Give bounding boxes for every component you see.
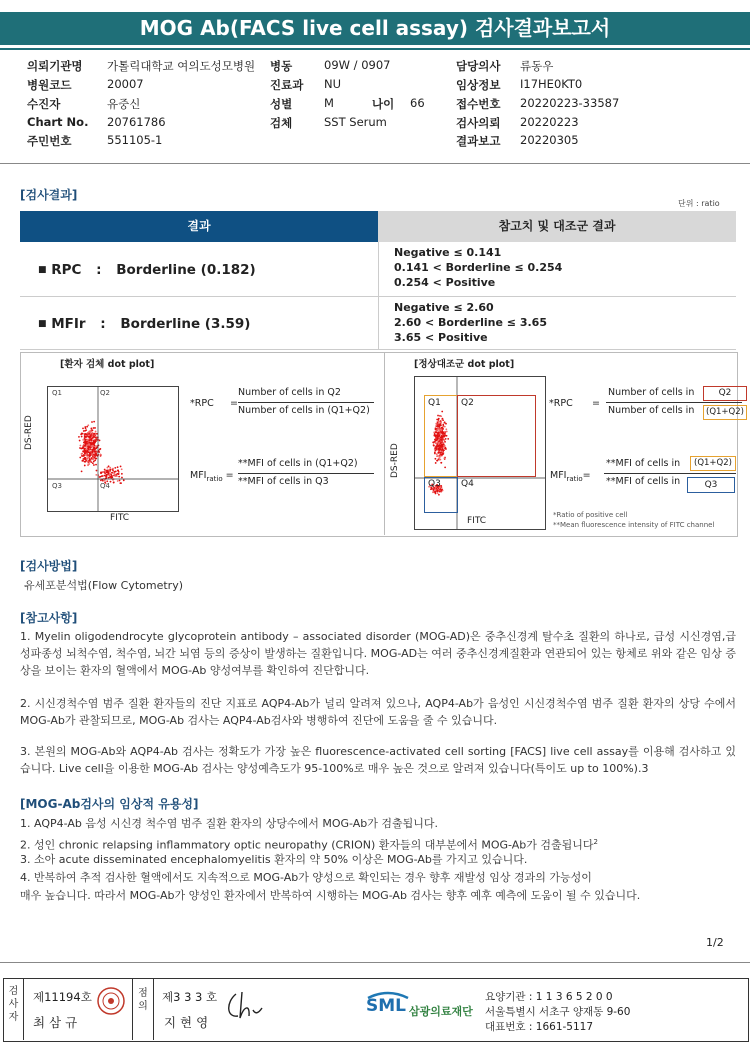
- results-section-title: [검사결과]: [20, 188, 78, 202]
- result-table-bottom: [20, 349, 736, 350]
- info-value-report: 20220305: [520, 133, 579, 147]
- patient-plot-title: [환자 검체 dot plot]: [60, 359, 155, 370]
- info-value-chart: 20761786: [107, 115, 166, 129]
- notes-paragraph-2: 2. 시신경척수염 범주 질환 환자들의 진단 지표로 AQP4-Ab가 널리 알려져 있으나, AQP4-Ab가 음성인 시신경척수염 범주 질환 환자의 상당 수에서 MOG-Ab가 관찰되므로, MOG-Ab 검사는 AQP4-Ab검사와 병행하여 진단에 도움을 줄 수 있습니다.: [20, 697, 736, 727]
- patient-mfi-fraction-bar: [238, 473, 374, 474]
- reference-mfir: Negative ≤ 2.60 2.60 < Borderline ≤ 3.65 3.65 < Positive: [394, 301, 547, 344]
- control-rpc-denominator: Number of cells in: [608, 405, 695, 416]
- plot-section-divider: [384, 352, 385, 535]
- sml-logo-text: SML: [366, 996, 406, 1016]
- result-mfir: ■ MFIr : Borderline (3.59): [38, 316, 251, 332]
- patient-rpc-fraction-bar: [238, 402, 374, 403]
- info-label-code: 병원코드: [27, 78, 72, 92]
- company-phone: 대표번호 : 1661-5117: [485, 1021, 594, 1033]
- examiner-name: 최 삼 규: [33, 1015, 78, 1030]
- reference-rpc: Negative ≤ 0.141 0.141 < Borderline ≤ 0.254 0.254 < Positive: [394, 246, 563, 289]
- info-label-rrn: 주민번호: [27, 134, 72, 148]
- info-value-hospital: 가톨릭대학교 여의도성모병원: [107, 59, 256, 73]
- info-label-specimen: 검체: [270, 116, 293, 130]
- patient-dot-plot-canvas: [48, 387, 178, 511]
- info-label-dept: 진료과: [270, 78, 304, 92]
- page-number: 1/2: [706, 936, 724, 949]
- info-label-clinical: 임상정보: [456, 78, 501, 92]
- info-value-clinical: I17HE0KT0: [520, 77, 583, 91]
- info-label-request: 검사의뢰: [456, 116, 501, 130]
- control-plot-title: [정상대조군 dot plot]: [414, 359, 515, 370]
- control-mfi-fraction-bar: [604, 473, 736, 474]
- control-rpc-eq: =: [592, 398, 600, 409]
- info-value-receipt: 20220223-33587: [520, 96, 620, 110]
- control-mfi-denominator: **MFI of cells in: [606, 476, 681, 487]
- control-mfi-label: $MFI_{ratio}=$: [550, 470, 591, 483]
- method-title: [검사방법]: [20, 559, 78, 573]
- patient-q2-label: Q2: [100, 389, 110, 397]
- info-value-sex: M: [324, 96, 334, 110]
- plot-footnote-rpc: *Ratio of positive cell: [553, 511, 628, 519]
- info-value-request: 20220223: [520, 115, 579, 129]
- control-mfi-q1q2-box: (Q1+Q2): [690, 456, 736, 471]
- control-q3-label: Q3: [428, 479, 441, 489]
- control-rpc-fraction-bar: [606, 402, 742, 403]
- company-address: 서울특별시 서초구 양재동 9-60: [485, 1006, 631, 1018]
- patient-q3-label: Q3: [52, 482, 62, 490]
- info-value-specimen: SST Serum: [324, 115, 387, 129]
- patient-dot-plot: [47, 386, 179, 512]
- control-mfi-numerator: **MFI of cells in: [606, 458, 681, 469]
- info-value-patient: 유중신: [107, 97, 141, 111]
- patient-rpc-eq: =: [230, 398, 238, 409]
- utility-title: [MOG-Ab검사의 임상적 유용성]: [20, 797, 199, 811]
- patient-rpc-numerator: Number of cells in Q2: [238, 387, 341, 398]
- results-header-result: 결과: [20, 211, 378, 242]
- info-divider: [0, 163, 750, 164]
- institution-number: 요양기관 : 1 1 3 6 5 2 0 0: [485, 991, 613, 1003]
- result-rpc: ■ RPC : Borderline (0.182): [38, 262, 256, 278]
- examiner-license: 제11194호: [33, 990, 92, 1004]
- doctor-label: 점의: [132, 979, 154, 1040]
- control-rpc-q1q2-box: (Q1+Q2): [703, 405, 747, 420]
- control-x-axis-label: FITC: [467, 516, 487, 526]
- info-label-ward: 병동: [270, 59, 293, 73]
- control-q1-label: Q1: [428, 398, 441, 408]
- patient-q4-label: Q4: [100, 482, 110, 490]
- patient-x-axis-label: FITC: [110, 513, 130, 523]
- patient-mfi-numerator: **MFI of cells in (Q1+Q2): [238, 458, 358, 469]
- result-column-divider: [378, 242, 379, 349]
- results-header-reference: 참고치 및 대조군 결과: [378, 211, 736, 242]
- info-label-doctor: 담당의사: [456, 59, 501, 73]
- control-rpc-numerator: Number of cells in: [608, 387, 695, 398]
- unit-label: 단위 : ratio: [678, 199, 720, 208]
- utility-item-4: 4. 반복하여 추적 검사한 혈액에서도 지속적으로 MOG-Ab가 양성으로 확인되는 경우 향후 재발성 임상 경과의 가능성이: [20, 871, 592, 884]
- doctor-name: 지 현 영: [164, 1015, 209, 1030]
- title-rule: [0, 48, 750, 50]
- examiner-label: 검사자: [4, 979, 24, 1040]
- utility-item-1: 1. AQP4-Ab 음성 시신경 척수염 범주 질환 환자의 상당수에서 MOG-Ab가 검출됩니다.: [20, 817, 438, 830]
- control-y-axis-label: DS-RED: [390, 443, 400, 478]
- info-label-receipt: 접수번호: [456, 97, 501, 111]
- doctor-license: 제3 3 3 호: [162, 990, 218, 1004]
- bullet-icon: ■: [38, 265, 47, 275]
- info-value-age: 66: [410, 96, 425, 110]
- control-q4-label: Q4: [461, 479, 474, 489]
- control-mfi-q3-box: Q3: [687, 477, 735, 493]
- control-rpc-q2-box: Q2: [703, 386, 747, 401]
- patient-rpc-label: *RPC: [190, 398, 214, 409]
- patient-rpc-denominator: Number of cells in (Q1+Q2): [238, 405, 370, 416]
- bullet-icon: ■: [38, 319, 47, 329]
- patient-q1-label: Q1: [52, 389, 62, 397]
- info-label-chart: Chart No.: [27, 115, 89, 129]
- report-title: MOG Ab(FACS live cell assay) 검사결과보고서: [0, 12, 750, 45]
- examiner-seal-icon: [96, 986, 126, 1016]
- patient-y-axis-label: DS-RED: [24, 415, 34, 450]
- patient-mfi-label: $MFI_{ratio}$ =: [190, 470, 234, 483]
- control-q2-label: Q2: [461, 398, 474, 408]
- patient-mfi-denominator: **MFI of cells in Q3: [238, 476, 329, 487]
- info-label-age: 나이: [372, 97, 395, 111]
- info-value-ward: 09W / 0907: [324, 58, 391, 72]
- plot-footnote-mfi: **Mean fluorescence intensity of FITC channel: [553, 521, 715, 529]
- utility-item-2: 2. 성인 chronic relapsing inflammatory optic neuropathy (CRION) 환자들의 대부분에서 MOG-Ab가 검출됩니다$^2$: [20, 838, 598, 852]
- info-value-code: 20007: [107, 77, 144, 91]
- notes-paragraph-3: 3. 본원의 MOG-Ab와 AQP4-Ab 검사는 정확도가 가장 높은 fluorescence-activated cell sorting [FACS] live cell assay를 이용해 검사하고 있습니다. Live cell을 이용한 MOG-Ab 검사는 양성예측도가 95-100%로 매우 높은 것으로 알려져 있습니다(특이도 up to 100%).3: [20, 745, 736, 775]
- doctor-signature-icon: [222, 988, 264, 1024]
- utility-item-3: 3. 소아 acute disseminated encephalomyelitis 환자의 약 50% 이상은 MOG-Ab를 가지고 있습니다.: [20, 853, 528, 866]
- info-value-rrn: 551105-1: [107, 133, 163, 147]
- info-label-hospital: 의뢰기관명: [27, 59, 83, 73]
- info-label-report: 결과보고: [456, 134, 501, 148]
- info-label-sex: 성별: [270, 97, 293, 111]
- info-value-dept: NU: [324, 77, 342, 91]
- info-value-doctor: 류동우: [520, 59, 554, 73]
- notes-paragraph-1: 1. Myelin oligodendrocyte glycoprotein antibody – associated disorder (MOG-AD)은 중추신경계 탈수초 질환의 하나로, 급성 시신경염,급성파종성 뇌척수염, 척수염, 뇌간 뇌염 등의 증상이 발생하는 질환입니다. MOG-AD는 여러 중추신경계질환과 연관되어 있는 항체로 위와 같은 임상 증상을 보이는 환자의 혈액에서 MOG-Ab 양성여부를 확인하여 진단합니다.: [20, 630, 736, 677]
- utility-item-4-cont: 매우 높습니다. 따라서 MOG-Ab가 양성인 환자에서 반복하여 시행하는 MOG-Ab 검사는 향후 예후 예측에 도움이 될 수 있습니다.: [20, 889, 641, 902]
- control-rpc-label: *RPC: [549, 398, 573, 409]
- method-text: 유세포분석법(Flow Cytometry): [24, 579, 184, 592]
- company-name: 삼광의료재단: [409, 1005, 473, 1018]
- footer-divider: [0, 962, 750, 963]
- info-label-patient: 수진자: [27, 97, 61, 111]
- notes-title: [참고사항]: [20, 611, 78, 625]
